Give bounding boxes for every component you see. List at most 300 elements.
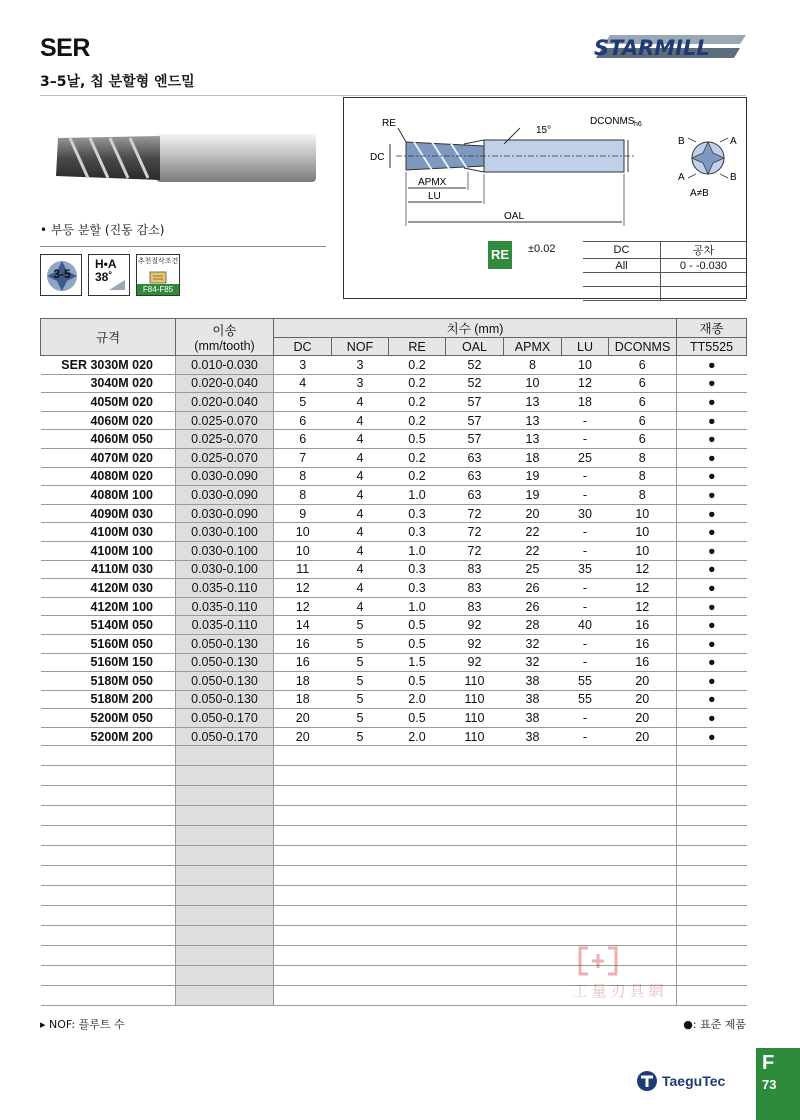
empty-cell xyxy=(677,986,747,1006)
re-label: RE xyxy=(382,118,396,129)
rec-pages: F84-F85 xyxy=(137,284,179,295)
header-dim-dconms: DCONMS xyxy=(609,338,677,356)
empty-cell xyxy=(562,846,609,866)
empty-cell xyxy=(332,826,389,846)
empty-cell xyxy=(504,966,562,986)
dimension-cell: 6 xyxy=(609,356,677,375)
dimension-cell: 38 xyxy=(504,672,562,691)
empty-cell xyxy=(274,846,332,866)
dimension-cell: - xyxy=(562,597,609,616)
dimension-cell: 63 xyxy=(446,486,504,505)
empty-cell xyxy=(504,786,562,806)
feed-cell: 0.050-0.170 xyxy=(176,709,274,728)
dimension-cell: 6 xyxy=(609,430,677,449)
grade-mark-cell: ● xyxy=(677,616,747,635)
empty-cell xyxy=(41,926,176,946)
dimension-cell: 4 xyxy=(274,374,332,393)
empty-cell xyxy=(274,946,332,966)
empty-cell xyxy=(176,946,274,966)
empty-cell xyxy=(274,966,332,986)
empty-cell xyxy=(389,946,446,966)
empty-cell xyxy=(562,866,609,886)
dimension-cell: 92 xyxy=(446,653,504,672)
spec-cell: 4060M 020 xyxy=(41,411,176,430)
dimension-cell: 0.5 xyxy=(389,430,446,449)
dimension-cell: 4 xyxy=(332,597,389,616)
dimension-cell: 20 xyxy=(609,690,677,709)
empty-row xyxy=(41,866,747,886)
empty-cell xyxy=(332,846,389,866)
empty-cell xyxy=(677,926,747,946)
feed-cell: 0.050-0.130 xyxy=(176,653,274,672)
dimension-cell: 4 xyxy=(332,393,389,412)
header-grade-col: TT5525 xyxy=(677,338,747,356)
empty-cell xyxy=(389,886,446,906)
feed-cell: 0.010-0.030 xyxy=(176,356,274,375)
empty-cell xyxy=(562,886,609,906)
empty-cell xyxy=(176,786,274,806)
dimension-cell: 1.0 xyxy=(389,541,446,560)
spec-cell: 4080M 100 xyxy=(41,486,176,505)
dimension-cell: 18 xyxy=(562,393,609,412)
dimension-cell: 18 xyxy=(274,690,332,709)
grade-mark-cell: ● xyxy=(677,356,747,375)
feed-cell: 0.035-0.110 xyxy=(176,616,274,635)
helix-value: 38˚ xyxy=(95,270,113,284)
grade-mark-cell: ● xyxy=(677,560,747,579)
dimension-cell: - xyxy=(562,727,609,746)
dimension-cell: - xyxy=(562,579,609,598)
lu-label: LU xyxy=(428,191,441,202)
empty-cell xyxy=(609,886,677,906)
feed-cell: 0.025-0.070 xyxy=(176,448,274,467)
helix-icon xyxy=(107,278,127,292)
dimension-cell: 30 xyxy=(562,504,609,523)
dimension-cell: 13 xyxy=(504,430,562,449)
b-label-bottom: B xyxy=(730,172,737,183)
dimension-cell: 0.2 xyxy=(389,393,446,412)
empty-cell xyxy=(332,906,389,926)
spec-cell: 4100M 100 xyxy=(41,541,176,560)
empty-cell xyxy=(389,746,446,766)
dimension-cell: 0.5 xyxy=(389,672,446,691)
empty-cell xyxy=(389,806,446,826)
grade-mark-cell: ● xyxy=(677,690,747,709)
empty-cell xyxy=(677,886,747,906)
header-dim-nof: NOF xyxy=(332,338,389,356)
empty-cell xyxy=(274,906,332,926)
empty-cell xyxy=(41,846,176,866)
header-rule xyxy=(40,95,746,96)
empty-cell xyxy=(677,946,747,966)
empty-cell xyxy=(446,926,504,946)
tolerance-empty-cell xyxy=(583,287,660,301)
empty-cell xyxy=(389,986,446,1006)
b-label-top: B xyxy=(678,136,685,147)
empty-cell xyxy=(389,866,446,886)
re-badge: RE xyxy=(488,241,512,269)
dimension-cell: 13 xyxy=(504,411,562,430)
empty-cell xyxy=(389,826,446,846)
empty-cell xyxy=(562,906,609,926)
dimension-cell: 4 xyxy=(332,448,389,467)
empty-cell xyxy=(504,746,562,766)
empty-cell xyxy=(446,906,504,926)
feed-cell: 0.030-0.090 xyxy=(176,504,274,523)
dimension-cell: 5 xyxy=(274,393,332,412)
empty-cell xyxy=(274,746,332,766)
dimension-cell: 92 xyxy=(446,634,504,653)
dc-label: DC xyxy=(370,152,385,163)
feature-text: 부등 분할 (진동 감소) xyxy=(50,223,165,237)
grade-mark-cell: ● xyxy=(677,653,747,672)
dimension-cell: 5 xyxy=(332,653,389,672)
flutes-badge xyxy=(40,254,82,296)
page-number: 73 xyxy=(762,1077,777,1092)
dimension-cell: 0.2 xyxy=(389,411,446,430)
empty-cell xyxy=(609,926,677,946)
dimension-cell: 10 xyxy=(609,541,677,560)
logo-text: STARMILL xyxy=(594,36,710,60)
feed-cell: 0.050-0.170 xyxy=(176,727,274,746)
dimension-cell: 20 xyxy=(274,709,332,728)
empty-cell xyxy=(562,806,609,826)
dimension-cell: 8 xyxy=(274,467,332,486)
empty-cell xyxy=(274,866,332,886)
dimension-cell: 16 xyxy=(274,653,332,672)
tolerance-empty-cell xyxy=(660,273,746,287)
header-spec: 규격 xyxy=(41,319,176,356)
rec-caption: 추천절삭조건 xyxy=(137,257,179,265)
empty-row xyxy=(41,926,747,946)
dimension-cell: 10 xyxy=(562,356,609,375)
spec-cell: SER 3030M 020 xyxy=(41,356,176,375)
dconms-label: DCONMS xyxy=(590,116,635,127)
spec-cell: 4120M 100 xyxy=(41,597,176,616)
dimension-cell: 2.0 xyxy=(389,690,446,709)
spec-cell: 4080M 020 xyxy=(41,467,176,486)
empty-cell xyxy=(677,786,747,806)
feature-item: • 부등 분할 (진동 감소) xyxy=(40,223,165,237)
empty-cell xyxy=(332,946,389,966)
oal-label: OAL xyxy=(504,211,525,222)
empty-cell xyxy=(446,806,504,826)
spec-cell: 5160M 050 xyxy=(41,634,176,653)
feed-cell: 0.050-0.130 xyxy=(176,634,274,653)
empty-cell xyxy=(176,826,274,846)
header-dim-dc: DC xyxy=(274,338,332,356)
dimension-cell: 8 xyxy=(609,486,677,505)
dimension-cell: 19 xyxy=(504,486,562,505)
dimension-cell: 9 xyxy=(274,504,332,523)
dimension-cell: 3 xyxy=(274,356,332,375)
table-row xyxy=(41,448,747,467)
spec-cell: 3040M 020 xyxy=(41,374,176,393)
dimension-cell: 63 xyxy=(446,467,504,486)
dimension-cell: 7 xyxy=(274,448,332,467)
empty-cell xyxy=(41,786,176,806)
dimension-cell: 10 xyxy=(609,523,677,542)
empty-row xyxy=(41,846,747,866)
dimension-cell: 4 xyxy=(332,504,389,523)
empty-cell xyxy=(677,766,747,786)
empty-cell xyxy=(562,926,609,946)
empty-cell xyxy=(41,866,176,886)
a-label-top: A xyxy=(730,136,737,147)
tool-photo xyxy=(48,128,318,188)
spec-cell: 5140M 050 xyxy=(41,616,176,635)
a-ne-b-label: A≠B xyxy=(690,188,709,199)
dimension-cell: 57 xyxy=(446,411,504,430)
dimension-cell: 0.2 xyxy=(389,448,446,467)
tolerance-cell: All xyxy=(583,259,660,273)
dimension-cell: 5 xyxy=(332,727,389,746)
dimension-cell: 10 xyxy=(609,504,677,523)
empty-cell xyxy=(176,966,274,986)
helix-angle-badge xyxy=(88,254,130,296)
dimension-cell: - xyxy=(562,541,609,560)
dimension-cell: 52 xyxy=(446,374,504,393)
page-subtitle: 3–5날, 칩 분할형 엔드밀 xyxy=(40,74,195,90)
table-row xyxy=(41,672,747,691)
a-label-bottom: A xyxy=(678,172,685,183)
dimension-cell: 12 xyxy=(274,579,332,598)
empty-cell xyxy=(609,806,677,826)
feed-cell: 0.030-0.090 xyxy=(176,486,274,505)
dimension-cell: 20 xyxy=(609,727,677,746)
empty-row xyxy=(41,786,747,806)
empty-cell xyxy=(504,766,562,786)
empty-cell xyxy=(446,986,504,1006)
empty-cell xyxy=(176,746,274,766)
empty-cell xyxy=(176,766,274,786)
feed-cell: 0.030-0.090 xyxy=(176,467,274,486)
dimension-cell: 0.3 xyxy=(389,579,446,598)
empty-cell xyxy=(274,766,332,786)
dimension-cell: 12 xyxy=(609,579,677,598)
dimension-cell: 38 xyxy=(504,727,562,746)
dimension-cell: 12 xyxy=(562,374,609,393)
watermark-text: 工量刃具網 xyxy=(572,982,668,1000)
header-feed-line2: (mm/tooth) xyxy=(194,339,255,353)
dimension-cell: 8 xyxy=(504,356,562,375)
empty-cell xyxy=(562,826,609,846)
dimension-cell: 8 xyxy=(609,448,677,467)
dimension-cell: - xyxy=(562,430,609,449)
spec-cell: 4070M 020 xyxy=(41,448,176,467)
table-row xyxy=(41,653,747,672)
dimension-cell: 3 xyxy=(332,356,389,375)
grade-mark-cell: ● xyxy=(677,486,747,505)
empty-cell xyxy=(504,906,562,926)
dimension-cell: 12 xyxy=(609,560,677,579)
empty-cell xyxy=(176,866,274,886)
feed-cell: 0.020-0.040 xyxy=(176,393,274,412)
header-feed xyxy=(176,319,274,356)
empty-cell xyxy=(609,846,677,866)
empty-row xyxy=(41,906,747,926)
dimension-cell: 38 xyxy=(504,709,562,728)
dimension-cell: 2.0 xyxy=(389,727,446,746)
tolerance-table xyxy=(583,241,746,301)
dimension-cell: 5 xyxy=(332,672,389,691)
empty-cell xyxy=(609,766,677,786)
table-row xyxy=(41,727,747,746)
dimension-cell: 11 xyxy=(274,560,332,579)
empty-cell xyxy=(332,766,389,786)
dimension-cell: - xyxy=(562,653,609,672)
dimension-cell: 16 xyxy=(609,653,677,672)
empty-cell xyxy=(446,746,504,766)
dimension-cell: 6 xyxy=(609,393,677,412)
empty-cell xyxy=(504,986,562,1006)
feed-cell: 0.030-0.100 xyxy=(176,523,274,542)
empty-cell xyxy=(274,986,332,1006)
dimension-cell: 26 xyxy=(504,579,562,598)
dimension-cell: 10 xyxy=(274,541,332,560)
empty-cell xyxy=(332,986,389,1006)
dconms-tol-label: h6 xyxy=(634,121,642,128)
spec-cell: 4050M 020 xyxy=(41,393,176,412)
dimension-cell: 4 xyxy=(332,523,389,542)
product-table-body xyxy=(41,356,747,1006)
dimension-cell: 72 xyxy=(446,504,504,523)
feature-rule xyxy=(40,246,326,247)
dimension-cell: 22 xyxy=(504,523,562,542)
dimension-cell: 110 xyxy=(446,690,504,709)
feed-cell: 0.030-0.100 xyxy=(176,541,274,560)
empty-cell xyxy=(562,746,609,766)
spec-cell: 4120M 030 xyxy=(41,579,176,598)
header-dimensions: 치수 (mm) xyxy=(274,319,677,338)
tolerance-header-tol: 공차 xyxy=(660,242,746,259)
flutes-badge-text: 3-5 xyxy=(53,267,71,281)
empty-cell xyxy=(274,786,332,806)
dimension-cell: 4 xyxy=(332,430,389,449)
empty-cell xyxy=(332,966,389,986)
header-grade: 재종 xyxy=(677,319,747,338)
empty-cell xyxy=(609,866,677,886)
dimension-cell: 40 xyxy=(562,616,609,635)
empty-cell xyxy=(609,906,677,926)
dimension-cell: 20 xyxy=(274,727,332,746)
grade-mark-cell: ● xyxy=(677,448,747,467)
dimension-cell: 4 xyxy=(332,541,389,560)
dimension-cell: 110 xyxy=(446,672,504,691)
grade-mark-cell: ● xyxy=(677,523,747,542)
cross-section-icon xyxy=(688,138,728,178)
empty-cell xyxy=(446,846,504,866)
table-row xyxy=(41,597,747,616)
dimension-cell: 25 xyxy=(504,560,562,579)
empty-cell xyxy=(41,806,176,826)
grade-mark-cell: ● xyxy=(677,504,747,523)
empty-cell xyxy=(274,926,332,946)
feed-cell: 0.030-0.100 xyxy=(176,560,274,579)
empty-cell xyxy=(41,966,176,986)
header-dim-lu: LU xyxy=(562,338,609,356)
empty-cell xyxy=(504,826,562,846)
feed-cell: 0.020-0.040 xyxy=(176,374,274,393)
dimension-cell: 57 xyxy=(446,430,504,449)
dimension-cell: 20 xyxy=(609,672,677,691)
dimension-cell: 5 xyxy=(332,709,389,728)
feed-cell: 0.035-0.110 xyxy=(176,579,274,598)
empty-cell xyxy=(41,986,176,1006)
dimension-cell: - xyxy=(562,523,609,542)
table-row xyxy=(41,393,747,412)
dimension-cell: 72 xyxy=(446,541,504,560)
dimension-cell: 0.2 xyxy=(389,356,446,375)
dimension-cell: 63 xyxy=(446,448,504,467)
table-row xyxy=(41,616,747,635)
empty-row xyxy=(41,746,747,766)
dimension-cell: 16 xyxy=(274,634,332,653)
empty-cell xyxy=(446,766,504,786)
dimension-cell: 3 xyxy=(332,374,389,393)
empty-cell xyxy=(504,946,562,966)
grade-mark-cell: ● xyxy=(677,393,747,412)
dimension-cell: 4 xyxy=(332,411,389,430)
dimension-cell: 0.2 xyxy=(389,467,446,486)
cutting-conditions-badge[interactable] xyxy=(136,254,180,296)
page-tab xyxy=(756,1048,800,1120)
grade-mark-cell: ● xyxy=(677,727,747,746)
dimension-cell: 4 xyxy=(332,579,389,598)
tolerance-empty-cell xyxy=(583,273,660,287)
empty-cell xyxy=(332,746,389,766)
grade-mark-cell: ● xyxy=(677,430,747,449)
grade-mark-cell: ● xyxy=(677,597,747,616)
standard-note: ●: 표준 제품 xyxy=(683,1018,746,1031)
dimension-cell: 28 xyxy=(504,616,562,635)
dimension-cell: 4 xyxy=(332,560,389,579)
dimension-cell: - xyxy=(562,709,609,728)
dimension-cell: 18 xyxy=(504,448,562,467)
table-row xyxy=(41,560,747,579)
empty-cell xyxy=(677,846,747,866)
feed-cell: 0.035-0.110 xyxy=(176,597,274,616)
spec-cell: 5160M 150 xyxy=(41,653,176,672)
empty-cell xyxy=(41,746,176,766)
dimension-cell: 6 xyxy=(274,430,332,449)
dimension-cell: 83 xyxy=(446,579,504,598)
empty-cell xyxy=(274,886,332,906)
empty-cell xyxy=(274,826,332,846)
dimension-cell: 14 xyxy=(274,616,332,635)
table-row xyxy=(41,411,747,430)
dimension-cell: 110 xyxy=(446,727,504,746)
empty-cell xyxy=(176,986,274,1006)
dimension-cell: 0.5 xyxy=(389,634,446,653)
dimension-cell: - xyxy=(562,411,609,430)
grade-mark-cell: ● xyxy=(677,634,747,653)
dimension-cell: 92 xyxy=(446,616,504,635)
spec-cell: 5180M 050 xyxy=(41,672,176,691)
empty-cell xyxy=(176,886,274,906)
dimension-cell: 16 xyxy=(609,634,677,653)
table-row xyxy=(41,709,747,728)
dimension-cell: 35 xyxy=(562,560,609,579)
empty-cell xyxy=(446,946,504,966)
table-row xyxy=(41,504,747,523)
empty-cell xyxy=(176,926,274,946)
spec-cell: 4100M 030 xyxy=(41,523,176,542)
empty-cell xyxy=(332,926,389,946)
dimension-cell: 1.0 xyxy=(389,486,446,505)
dimension-diagram xyxy=(343,97,747,299)
dimension-cell: 22 xyxy=(504,541,562,560)
